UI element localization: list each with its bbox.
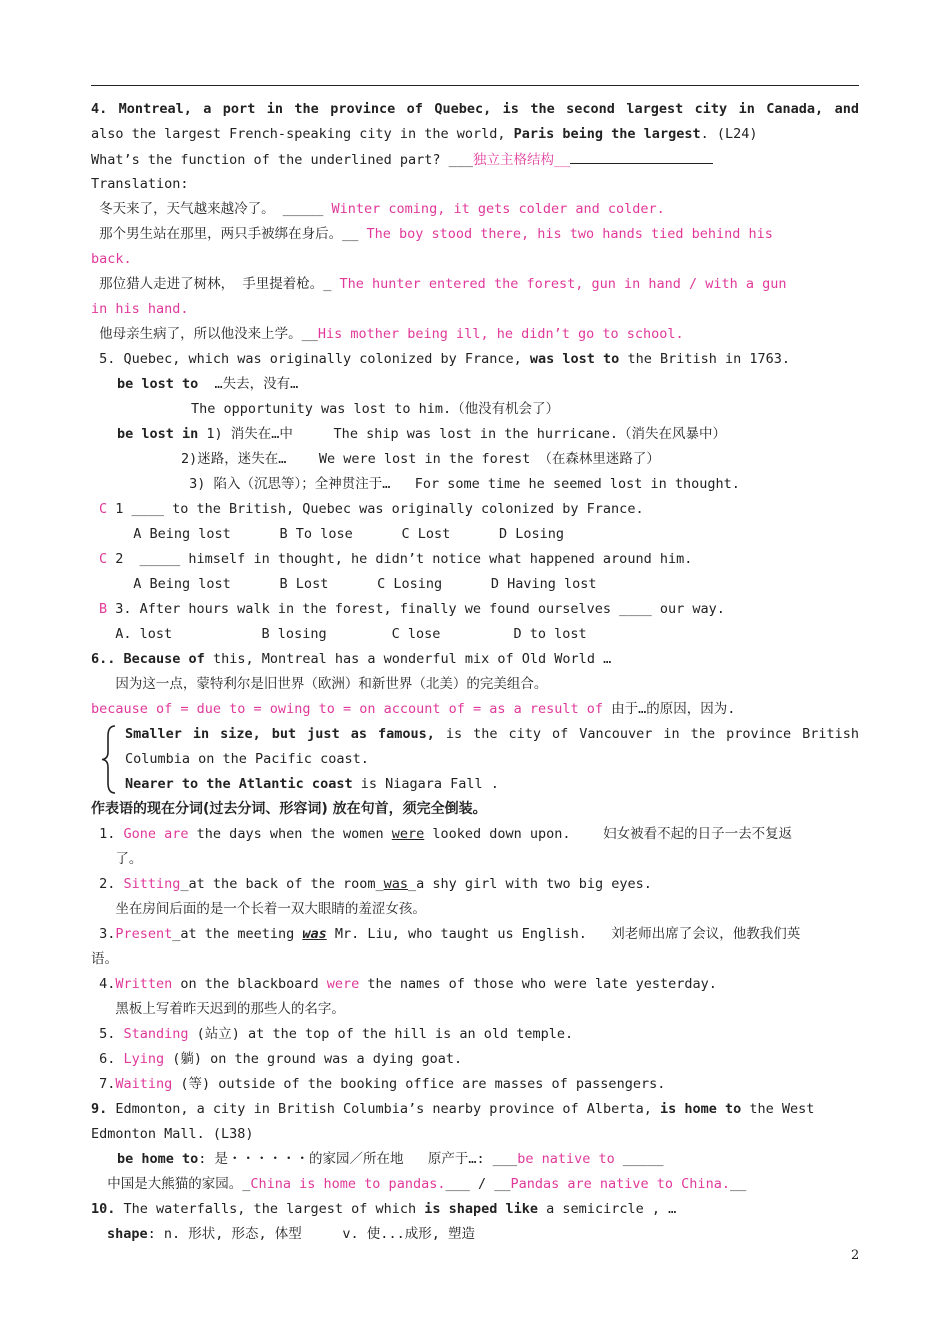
- phrase-lost-in-3: 3) 陷入（沉思等）；全神贯注于… For some time he seemed lost in thought.: [181, 476, 740, 492]
- exercise-2-options: A Being lost B Lost C Losing D Having lost: [117, 576, 597, 592]
- example-2: 2. Sitting_at the back of the room_was_a shy girl with two big eyes.: [91, 876, 652, 892]
- item-6-translation: 因为这一点，蒙特利尔是旧世界（欧洲）和新世界（北美）的完美组合。: [91, 676, 548, 692]
- item-7-block: [91, 747, 859, 797]
- translation-3: 那位猎人走进了树林， 手里提着枪。_ The hunter entered the forest, gun in hand / with a gun: [91, 276, 787, 292]
- document-body: [91, 97, 859, 1247]
- example-7: 7.Waiting (等) outside of the booking office are masses of passengers.: [91, 1076, 666, 1092]
- exercise-3-options: A. lost B losing C lose D to lost: [99, 626, 587, 642]
- example-4: 4.Written on the blackboard were the names of those who were late yesterday.: [91, 976, 717, 992]
- exercise-2: C 2 _____ himself in thought, he didn’t notice what happened around him.: [99, 551, 693, 567]
- item-5-line: 5. Quebec, which was originally colonized by France, was lost to the British in 1763.: [91, 351, 790, 367]
- example-6: 6. Lying (躺) on the ground was a dying goat.: [91, 1051, 463, 1067]
- example-5: 5. Standing (站立) at the top of the hill is an old temple.: [91, 1026, 574, 1042]
- item-6-line: 6.. Because of this, Montreal has a wonderful mix of Old World …: [91, 651, 612, 667]
- translation-4: 他母亲生病了，所以他没来上学。__His mother being ill, he didn’t go to school.: [91, 326, 684, 342]
- translation-2: 那个男生站在那里，两只手被绑在身后。__ The boy stood there, his two hands tied behind his: [91, 226, 773, 242]
- example-2-translation: 坐在房间后面的是一个长着一双大眼睛的羞涩女孩。: [91, 901, 426, 917]
- item-4-question: What’s the function of the underlined part? ___独立主格结构__: [91, 147, 859, 172]
- translation-2-cont: back.: [91, 251, 132, 267]
- inversion-rule-title: 作表语的现在分词(过去分词、形容词) 放在句首，须完全倒装。: [91, 801, 487, 817]
- phrase-lost-in: be lost in 1) 消失在…中 The ship was lost in the hurricane.（消失在风暴中）: [117, 426, 727, 442]
- answer-blank: [570, 147, 713, 164]
- phrase-home-to: be home to: 是・・・・・・的家园／所在地 原产于…: ___be native to _____: [117, 1151, 664, 1167]
- translation-1: 冬天来了，天气越来越冷了。 _____ Winter coming, it gets colder and colder.: [91, 201, 665, 217]
- item-4-line-1: 4. Montreal, a port in the province of Quebec, is the second largest city in Canada, and: [91, 101, 859, 117]
- example-3: 3.Present_at the meeting was Mr. Liu, who taught us English. 刘老师出席了会议，他教我们英: [91, 926, 801, 942]
- curly-brace-icon: [99, 722, 121, 797]
- example-4-translation: 黑板上写着昨天迟到的那些人的名字。: [91, 1001, 345, 1017]
- exercise-1: C 1 ____ to the British, Quebec was originally colonized by France.: [99, 501, 644, 517]
- exercise-3: B 3. After hours walk in the forest, finally we found ourselves ____ our way.: [99, 601, 725, 617]
- phrase-shape: shape: n. 形状, 形态, 体型 v. 使...成形, 塑造: [107, 1226, 475, 1242]
- item-6-synonyms: because of = due to = owing to = on account of = as a result of 由于…的原因，因为.: [91, 701, 736, 717]
- phrase-lost-to-example: The opportunity was lost to him.（他没有机会了）: [191, 401, 560, 417]
- item-4-line-2: also the largest French-speaking city in the world, Paris being the largest. (L24): [91, 126, 758, 142]
- phrase-lost-to: be lost to …失去，没有…: [117, 376, 299, 392]
- header-rule: [91, 85, 859, 86]
- item-7-line-2: Columbia on the Pacific coast.: [125, 751, 369, 767]
- page-number: 2: [851, 1248, 860, 1263]
- phrase-home-to-example: 中国是大熊猫的家园。_China is home to pandas.___ / __Pandas are native to China.__: [91, 1176, 747, 1192]
- exercise-1-options: A Being lost B To lose C Lost D Losing: [117, 526, 565, 542]
- item-10-line: 10. The waterfalls, the largest of which is shaped like a semicircle , …: [91, 1201, 677, 1217]
- item-7-text: Smaller in size, but just as famous, is the city of Vancouver in the province British: [125, 726, 859, 742]
- phrase-lost-in-2: 2)迷路，迷失在… We were lost in the forest （在森林里迷路了）: [181, 451, 660, 467]
- example-1: 1. Gone are the days when the women were looked down upon. 妇女被看不起的日子一去不复返: [91, 826, 793, 842]
- item-7-line-3: Nearer to the Atlantic coast is Niagara Fall .: [125, 776, 499, 792]
- item-9-line: 9. Edmonton, a city in British Columbia’s nearby province of Alberta, is home to the West: [91, 1101, 815, 1117]
- translation-3-cont: in his hand.: [91, 301, 189, 317]
- translation-label: Translation:: [91, 176, 189, 192]
- item-7-line-1: [91, 722, 859, 747]
- example-3-cont: 语。: [91, 951, 118, 967]
- example-1-cont: 了。: [91, 851, 143, 867]
- item-9-cont: Edmonton Mall. (L38): [91, 1126, 254, 1142]
